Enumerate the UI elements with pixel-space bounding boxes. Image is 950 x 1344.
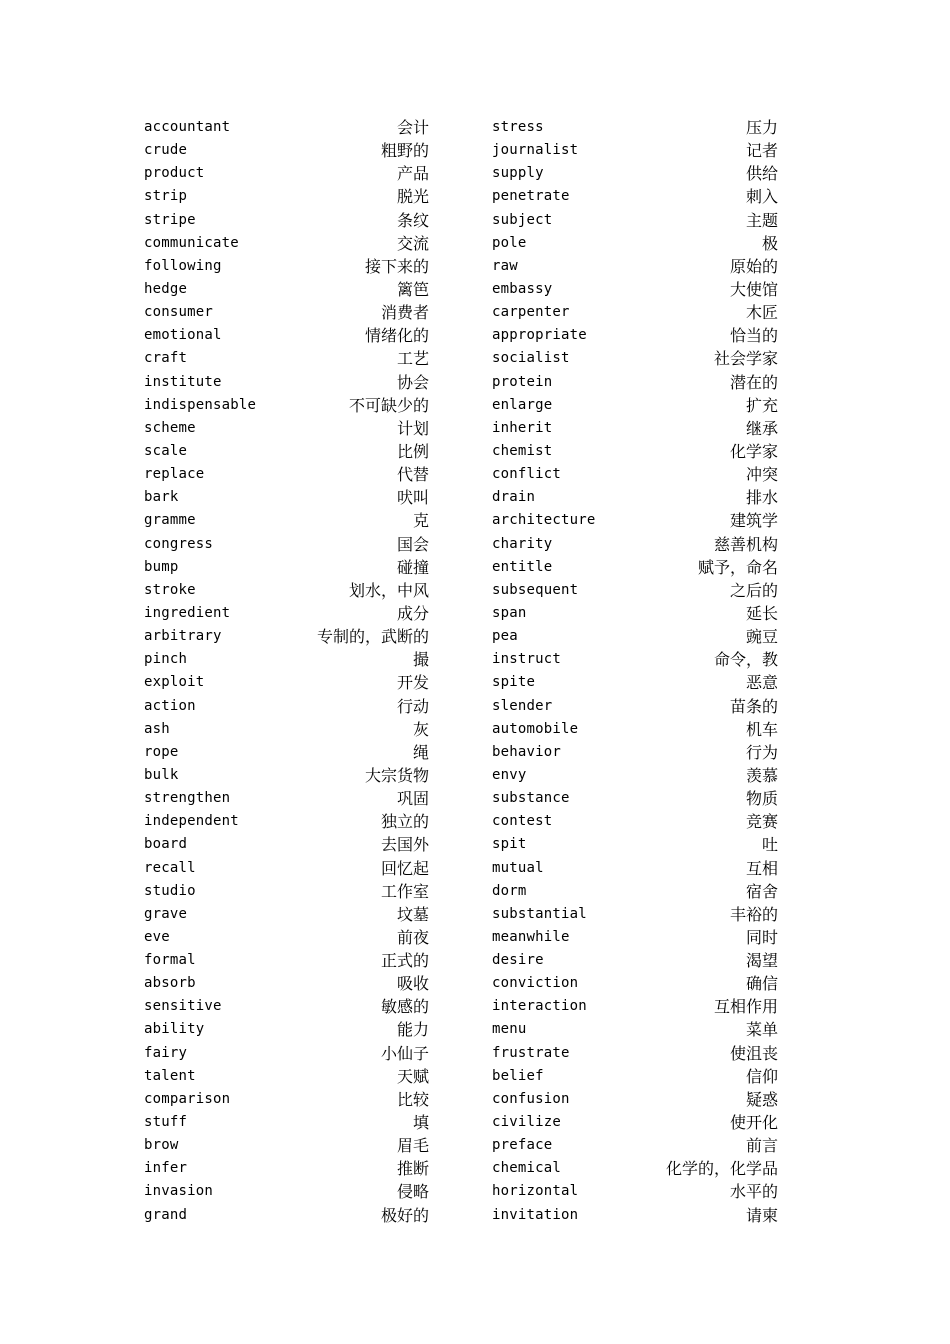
vocab-row bbox=[144, 718, 429, 741]
english-word: meanwhile bbox=[492, 928, 570, 945]
vocab-row bbox=[144, 255, 429, 278]
english-word: pole bbox=[492, 234, 527, 251]
chinese-translation: 羡慕 bbox=[745, 765, 778, 785]
vocab-row bbox=[144, 810, 429, 833]
english-word: sensitive bbox=[144, 998, 222, 1015]
vocab-row bbox=[492, 232, 778, 255]
english-word: bulk bbox=[144, 766, 179, 783]
vocab-row bbox=[492, 255, 778, 278]
chinese-translation: 吐 bbox=[761, 835, 778, 855]
chinese-translation: 赋予，命名 bbox=[697, 557, 778, 577]
vocab-row bbox=[144, 371, 429, 394]
chinese-translation: 接下来的 bbox=[364, 256, 429, 276]
left-word-column bbox=[144, 116, 429, 1227]
vocab-row bbox=[144, 1065, 429, 1088]
english-word: invitation bbox=[492, 1206, 579, 1223]
chinese-translation: 木匠 bbox=[745, 303, 778, 323]
chinese-translation: 竞赛 bbox=[745, 812, 778, 832]
chinese-translation: 代替 bbox=[396, 465, 429, 485]
english-word: stress bbox=[492, 119, 544, 135]
english-word: entitle bbox=[492, 558, 553, 575]
chinese-translation: 协会 bbox=[396, 372, 429, 392]
vocab-row bbox=[492, 625, 778, 648]
english-word: congress bbox=[144, 535, 214, 552]
english-word: confusion bbox=[492, 1090, 570, 1107]
chinese-translation: 小仙子 bbox=[380, 1043, 429, 1063]
english-word: embassy bbox=[492, 280, 553, 297]
english-word: envy bbox=[492, 766, 527, 783]
vocab-row bbox=[144, 579, 429, 602]
chinese-translation: 行为 bbox=[745, 742, 778, 762]
chinese-translation: 大使馆 bbox=[729, 279, 778, 299]
chinese-translation: 计划 bbox=[396, 418, 429, 438]
english-word: substantial bbox=[492, 905, 587, 922]
english-word: chemical bbox=[492, 1160, 562, 1177]
english-word: consumer bbox=[144, 304, 214, 321]
vocab-row bbox=[144, 995, 429, 1018]
vocab-row bbox=[492, 162, 778, 185]
chinese-translation: 去国外 bbox=[380, 835, 429, 855]
vocab-row bbox=[492, 463, 778, 486]
english-word: grand bbox=[144, 1206, 188, 1223]
chinese-translation: 前言 bbox=[745, 1136, 778, 1156]
english-word: indispensable bbox=[144, 396, 257, 413]
chinese-translation: 开发 bbox=[396, 673, 429, 693]
chinese-translation: 疑惑 bbox=[745, 1089, 778, 1109]
english-word: preface bbox=[492, 1137, 553, 1154]
chinese-translation: 天赋 bbox=[396, 1066, 429, 1086]
english-word: pinch bbox=[144, 651, 188, 668]
english-word: ingredient bbox=[144, 604, 231, 621]
vocab-row bbox=[492, 903, 778, 926]
english-word: strengthen bbox=[144, 790, 231, 807]
english-word: hedge bbox=[144, 280, 188, 297]
vocab-row bbox=[492, 509, 778, 532]
chinese-translation: 建筑学 bbox=[729, 511, 778, 531]
vocab-row bbox=[144, 926, 429, 949]
chinese-translation: 继承 bbox=[745, 418, 778, 438]
vocab-row bbox=[492, 764, 778, 787]
chinese-translation: 填 bbox=[412, 1113, 429, 1133]
vocab-row bbox=[144, 162, 429, 185]
english-word: conflict bbox=[492, 466, 562, 483]
chinese-translation: 行动 bbox=[396, 696, 429, 716]
chinese-translation: 原始的 bbox=[729, 256, 778, 276]
english-word: frustrate bbox=[492, 1044, 570, 1061]
vocab-row bbox=[144, 463, 429, 486]
vocab-row bbox=[144, 185, 429, 208]
english-word: scheme bbox=[144, 419, 196, 436]
vocab-row bbox=[492, 648, 778, 671]
english-word: penetrate bbox=[492, 188, 570, 205]
vocab-row bbox=[492, 1111, 778, 1134]
chinese-translation: 丰裕的 bbox=[729, 904, 778, 924]
vocab-row bbox=[492, 741, 778, 764]
chinese-translation: 供给 bbox=[745, 164, 778, 184]
english-word: talent bbox=[144, 1067, 196, 1084]
chinese-translation: 消费者 bbox=[380, 303, 429, 323]
vocab-row bbox=[144, 949, 429, 972]
english-word: grave bbox=[144, 905, 188, 922]
chinese-translation: 能力 bbox=[396, 1020, 429, 1040]
chinese-translation: 会计 bbox=[396, 118, 429, 137]
chinese-translation: 条纹 bbox=[396, 210, 429, 230]
chinese-translation: 吠叫 bbox=[396, 488, 429, 508]
vocab-row bbox=[144, 278, 429, 301]
chinese-translation: 主题 bbox=[745, 210, 778, 230]
chinese-translation: 巩固 bbox=[396, 789, 429, 809]
english-word: studio bbox=[144, 882, 196, 899]
vocab-row bbox=[144, 486, 429, 509]
english-word: ash bbox=[144, 720, 170, 737]
english-word: menu bbox=[492, 1021, 527, 1038]
chinese-translation: 正式的 bbox=[380, 951, 429, 971]
chinese-translation: 极 bbox=[761, 233, 778, 253]
english-word: replace bbox=[144, 466, 205, 483]
english-word: spite bbox=[492, 674, 536, 691]
english-word: invasion bbox=[144, 1183, 214, 1200]
chinese-translation: 克 bbox=[412, 511, 429, 531]
chinese-translation: 潜在的 bbox=[729, 372, 778, 392]
english-word: brow bbox=[144, 1137, 179, 1154]
chinese-translation: 篱笆 bbox=[396, 279, 429, 299]
chinese-translation: 延长 bbox=[745, 603, 778, 623]
english-word: exploit bbox=[144, 674, 205, 691]
chinese-translation: 社会学家 bbox=[713, 349, 778, 369]
vocab-row bbox=[492, 324, 778, 347]
vocab-row bbox=[144, 857, 429, 880]
vocab-row bbox=[144, 347, 429, 370]
english-word: pea bbox=[492, 628, 518, 645]
vocab-row bbox=[492, 139, 778, 162]
chinese-translation: 排水 bbox=[745, 488, 778, 508]
vocab-row bbox=[492, 1065, 778, 1088]
vocab-row bbox=[492, 347, 778, 370]
vocab-row bbox=[144, 509, 429, 532]
vocab-row bbox=[144, 764, 429, 787]
vocab-row bbox=[492, 1204, 778, 1227]
chinese-translation: 物质 bbox=[745, 789, 778, 809]
vocab-row bbox=[492, 1018, 778, 1041]
vocab-row bbox=[492, 185, 778, 208]
vocab-row bbox=[492, 116, 778, 139]
chinese-translation: 专制的，武断的 bbox=[316, 627, 429, 647]
chinese-translation: 推断 bbox=[396, 1159, 429, 1179]
chinese-translation: 划水，中风 bbox=[348, 580, 429, 600]
english-word: infer bbox=[144, 1160, 188, 1177]
chinese-translation: 刺入 bbox=[745, 187, 778, 207]
english-word: journalist bbox=[492, 142, 579, 159]
chinese-translation: 渴望 bbox=[745, 951, 778, 971]
vocab-row bbox=[144, 1134, 429, 1157]
chinese-translation: 眉毛 bbox=[396, 1136, 429, 1156]
chinese-translation: 工作室 bbox=[380, 881, 429, 901]
english-word: accountant bbox=[144, 119, 231, 135]
english-word: supply bbox=[492, 165, 544, 182]
english-word: stripe bbox=[144, 211, 196, 228]
vocab-row bbox=[144, 1042, 429, 1065]
chinese-translation: 菜单 bbox=[745, 1020, 778, 1040]
vocab-row bbox=[492, 209, 778, 232]
english-word: dorm bbox=[492, 882, 527, 899]
chinese-translation: 恰当的 bbox=[729, 326, 778, 346]
vocab-row bbox=[492, 556, 778, 579]
chinese-translation: 侵略 bbox=[396, 1182, 429, 1202]
chinese-translation: 比较 bbox=[396, 1089, 429, 1109]
vocab-row bbox=[144, 695, 429, 718]
vocab-row bbox=[492, 833, 778, 856]
vocab-row bbox=[492, 486, 778, 509]
english-word: appropriate bbox=[492, 327, 587, 344]
chinese-translation: 确信 bbox=[745, 974, 778, 994]
chinese-translation: 独立的 bbox=[380, 812, 429, 832]
vocab-row bbox=[492, 371, 778, 394]
english-word: product bbox=[144, 165, 205, 182]
english-word: mutual bbox=[492, 859, 544, 876]
vocab-row bbox=[492, 949, 778, 972]
english-word: desire bbox=[492, 952, 544, 969]
english-word: enlarge bbox=[492, 396, 553, 413]
english-word: stuff bbox=[144, 1114, 188, 1131]
vocab-row bbox=[492, 301, 778, 324]
chinese-translation: 请柬 bbox=[745, 1205, 778, 1225]
vocab-row bbox=[144, 602, 429, 625]
english-word: subsequent bbox=[492, 581, 579, 598]
chinese-translation: 同时 bbox=[745, 927, 778, 947]
chinese-translation: 互相 bbox=[745, 858, 778, 878]
chinese-translation: 撮 bbox=[412, 650, 429, 670]
english-word: communicate bbox=[144, 234, 239, 251]
vocab-row bbox=[144, 1157, 429, 1180]
vocab-row bbox=[492, 995, 778, 1018]
vocab-row bbox=[492, 972, 778, 995]
vocab-row bbox=[144, 880, 429, 903]
vocab-row bbox=[492, 394, 778, 417]
vocab-row bbox=[492, 926, 778, 949]
english-word: recall bbox=[144, 859, 196, 876]
english-word: instruct bbox=[492, 651, 562, 668]
chinese-translation: 扩充 bbox=[745, 395, 778, 415]
english-word: automobile bbox=[492, 720, 579, 737]
vocab-row bbox=[144, 139, 429, 162]
vocab-row bbox=[492, 695, 778, 718]
vocab-row bbox=[492, 579, 778, 602]
chinese-translation: 命令，教 bbox=[713, 650, 778, 670]
english-word: stroke bbox=[144, 581, 196, 598]
english-word: strip bbox=[144, 188, 188, 205]
english-word: emotional bbox=[144, 327, 222, 344]
english-word: charity bbox=[492, 535, 553, 552]
chinese-translation: 极好的 bbox=[380, 1205, 429, 1225]
english-word: craft bbox=[144, 350, 188, 367]
english-word: absorb bbox=[144, 975, 196, 992]
vocab-row bbox=[144, 833, 429, 856]
vocab-row bbox=[144, 1180, 429, 1203]
chinese-translation: 吸收 bbox=[396, 974, 429, 994]
vocab-row bbox=[492, 671, 778, 694]
chinese-translation: 压力 bbox=[745, 118, 778, 137]
chinese-translation: 豌豆 bbox=[745, 627, 778, 647]
english-word: bump bbox=[144, 558, 179, 575]
chinese-translation: 敏感的 bbox=[380, 997, 429, 1017]
vocab-row bbox=[144, 440, 429, 463]
english-word: raw bbox=[492, 257, 518, 274]
english-word: subject bbox=[492, 211, 553, 228]
chinese-translation: 记者 bbox=[745, 141, 778, 161]
vocab-row bbox=[492, 1134, 778, 1157]
vocab-row bbox=[144, 556, 429, 579]
chinese-translation: 比例 bbox=[396, 441, 429, 461]
vocab-row bbox=[144, 533, 429, 556]
english-word: bark bbox=[144, 489, 179, 506]
vocab-row bbox=[492, 1180, 778, 1203]
vocab-row bbox=[492, 440, 778, 463]
chinese-translation: 使沮丧 bbox=[729, 1043, 778, 1063]
chinese-translation: 回忆起 bbox=[380, 858, 429, 878]
vocab-row bbox=[492, 787, 778, 810]
english-word: civilize bbox=[492, 1114, 562, 1131]
chinese-translation: 碰撞 bbox=[396, 557, 429, 577]
vocab-row bbox=[144, 232, 429, 255]
english-word: institute bbox=[144, 373, 222, 390]
chinese-translation: 互相作用 bbox=[713, 997, 778, 1017]
chinese-translation: 大宗货物 bbox=[364, 765, 429, 785]
english-word: eve bbox=[144, 928, 170, 945]
vocab-row bbox=[492, 857, 778, 880]
chinese-translation: 坟墓 bbox=[396, 904, 429, 924]
english-word: drain bbox=[492, 489, 536, 506]
english-word: interaction bbox=[492, 998, 587, 1015]
english-word: protein bbox=[492, 373, 553, 390]
chinese-translation: 信仰 bbox=[745, 1066, 778, 1086]
vocab-row bbox=[144, 417, 429, 440]
chinese-translation: 情绪化的 bbox=[364, 326, 429, 346]
english-word: gramme bbox=[144, 512, 196, 529]
vocab-row bbox=[144, 1111, 429, 1134]
chinese-translation: 水平的 bbox=[729, 1182, 778, 1202]
vocab-row bbox=[144, 972, 429, 995]
vocab-row bbox=[144, 1204, 429, 1227]
vocab-row bbox=[144, 625, 429, 648]
english-word: scale bbox=[144, 442, 188, 459]
english-word: socialist bbox=[492, 350, 570, 367]
vocab-row bbox=[492, 880, 778, 903]
vocab-row bbox=[492, 1042, 778, 1065]
chinese-translation: 粗野的 bbox=[380, 141, 429, 161]
english-word: belief bbox=[492, 1067, 544, 1084]
chinese-translation: 交流 bbox=[396, 233, 429, 253]
vocab-row bbox=[492, 718, 778, 741]
english-word: inherit bbox=[492, 419, 553, 436]
vocab-row bbox=[492, 533, 778, 556]
vocab-row bbox=[492, 278, 778, 301]
english-word: contest bbox=[492, 813, 553, 830]
english-word: ability bbox=[144, 1021, 205, 1038]
english-word: architecture bbox=[492, 512, 596, 529]
chinese-translation: 国会 bbox=[396, 534, 429, 554]
english-word: span bbox=[492, 604, 527, 621]
vocab-row bbox=[492, 417, 778, 440]
vocab-row bbox=[492, 1088, 778, 1111]
chinese-translation: 使开化 bbox=[729, 1113, 778, 1133]
vocab-row bbox=[492, 810, 778, 833]
english-word: comparison bbox=[144, 1090, 231, 1107]
chinese-translation: 前夜 bbox=[396, 927, 429, 947]
english-word: carpenter bbox=[492, 304, 570, 321]
english-word: substance bbox=[492, 790, 570, 807]
english-word: action bbox=[144, 697, 196, 714]
chinese-translation: 宿舍 bbox=[745, 881, 778, 901]
vocab-row bbox=[492, 1157, 778, 1180]
english-word: fairy bbox=[144, 1044, 188, 1061]
right-word-column bbox=[492, 116, 778, 1227]
vocab-row bbox=[144, 116, 429, 139]
english-word: rope bbox=[144, 743, 179, 760]
vocab-row bbox=[144, 1088, 429, 1111]
chinese-translation: 苗条的 bbox=[729, 696, 778, 716]
chinese-translation: 之后的 bbox=[729, 580, 778, 600]
vocab-row bbox=[144, 394, 429, 417]
english-word: following bbox=[144, 257, 222, 274]
english-word: slender bbox=[492, 697, 553, 714]
chinese-translation: 冲突 bbox=[745, 465, 778, 485]
chinese-translation: 不可缺少的 bbox=[348, 395, 429, 415]
vocab-row bbox=[144, 648, 429, 671]
chinese-translation: 成分 bbox=[396, 603, 429, 623]
vocab-row bbox=[144, 903, 429, 926]
chinese-translation: 化学的，化学品 bbox=[665, 1159, 778, 1179]
vocab-row bbox=[144, 209, 429, 232]
chinese-translation: 脱光 bbox=[396, 187, 429, 207]
chinese-translation: 化学家 bbox=[729, 441, 778, 461]
vocab-row bbox=[144, 301, 429, 324]
chinese-translation: 工艺 bbox=[396, 349, 429, 369]
chinese-translation: 机车 bbox=[745, 719, 778, 739]
vocab-row bbox=[144, 671, 429, 694]
english-word: chemist bbox=[492, 442, 553, 459]
vocab-row bbox=[144, 1018, 429, 1041]
vocab-row bbox=[144, 324, 429, 347]
english-word: formal bbox=[144, 952, 196, 969]
chinese-translation: 慈善机构 bbox=[713, 534, 778, 554]
vocab-row bbox=[492, 602, 778, 625]
english-word: conviction bbox=[492, 975, 579, 992]
chinese-translation: 绳 bbox=[412, 742, 429, 762]
english-word: horizontal bbox=[492, 1183, 579, 1200]
english-word: crude bbox=[144, 142, 188, 159]
english-word: board bbox=[144, 836, 188, 853]
english-word: arbitrary bbox=[144, 628, 222, 645]
chinese-translation: 产品 bbox=[396, 164, 429, 184]
english-word: behavior bbox=[492, 743, 562, 760]
chinese-translation: 灰 bbox=[412, 719, 429, 739]
vocab-row bbox=[144, 787, 429, 810]
english-word: spit bbox=[492, 836, 527, 853]
vocab-row bbox=[144, 741, 429, 764]
english-word: independent bbox=[144, 813, 239, 830]
chinese-translation: 恶意 bbox=[745, 673, 778, 693]
